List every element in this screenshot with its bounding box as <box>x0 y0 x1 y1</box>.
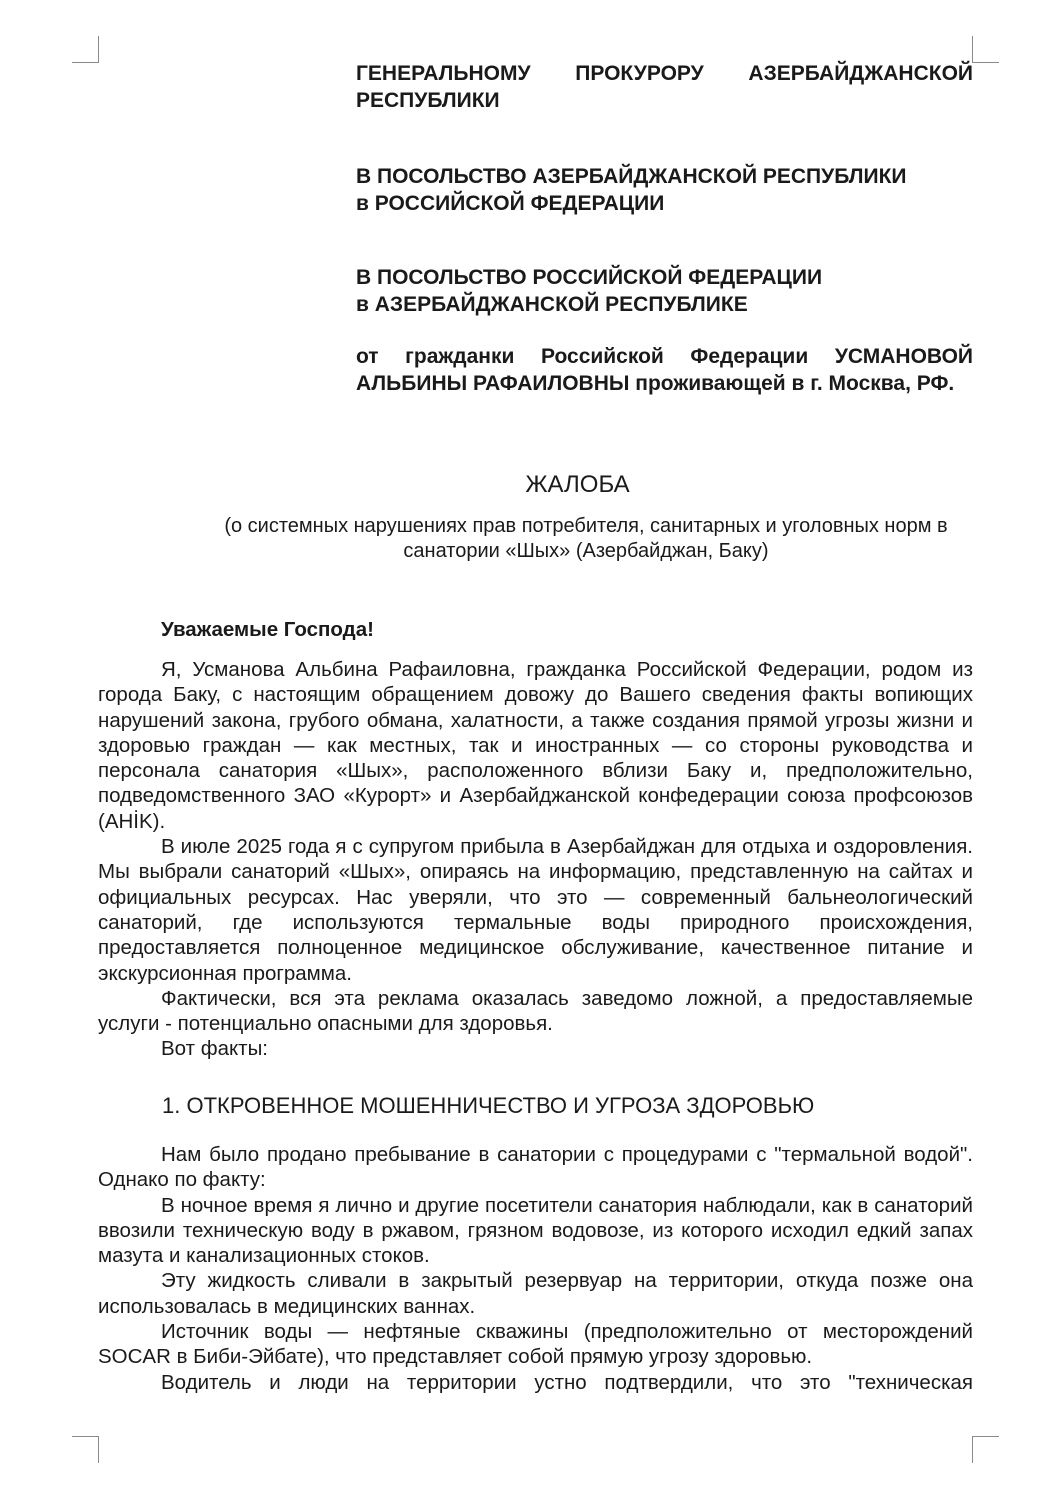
addressee-line: РЕСПУБЛИКИ <box>356 89 500 112</box>
paragraph: Эту жидкость сливали в закрытый резервуар на территории, откуда позже она использовалась в медицинских ваннах. <box>98 1269 973 1318</box>
document-subtitle <box>100 514 1048 564</box>
addressee-line: В ПОСОЛЬСТВО РОССИЙСКОЙ ФЕДЕРАЦИИ <box>356 266 823 289</box>
addressee-russian-embassy <box>356 264 973 318</box>
crop-mark-bottom-left <box>72 1436 99 1463</box>
addressee-prosecutor <box>356 60 973 114</box>
subtitle-line: санатории «Шых» (Азербайджан, Баку) <box>403 540 769 562</box>
addressee-azerbaijan-embassy <box>356 163 973 217</box>
section-heading: 1. ОТКРОВЕННОЕ МОШЕННИЧЕСТВО И УГРОЗА ЗДОРОВЬЮ <box>162 1093 815 1118</box>
paragraph: Нам было продано пребывание в санатории с процедурами с "термальной водой". Однако по факту: <box>98 1143 973 1192</box>
addressee-line: в РОССИЙСКОЙ ФЕДЕРАЦИИ <box>356 192 665 215</box>
paragraph: Источник воды — нефтяные скважины (предположительно от месторождений SOCAR в Биби-Эйбате), что представляет собой прямую угрозу здоровью. <box>98 1320 973 1369</box>
paragraph: В июле 2025 года я с супругом прибыла в Азербайджан для отдыха и оздоровления. Мы выбрали санаторий «Шых», опираясь на информацию, представленную на сайтах и официальных ресурсах. Нас уверяли, что это — современный бальнеологический санаторий, где используются термальные воды природного происхождения, предоставляется полноценное медицинское обслуживание, качественное питание и экскурсионная программа. <box>98 835 973 985</box>
crop-mark-top-left <box>72 36 99 63</box>
paragraph: Я, Усманова Альбина Рафаиловна, гражданка Российской Федерации, родом из города Баку, с настоящим обращением довожу до Вашего сведения факты вопиющих нарушений закона, грубого обмана, халатности, а также создания прямой угрозы жизни и здоровью граждан — как местных, так и иностранных — со стороны руководства и персонала санатория «Шых», расположенного вблизи Баку и, предположительно, подведомственного ЗАО «Курорт» и Азербайджанской конфедерации союза профсоюзов (AHİK). <box>98 658 973 833</box>
addressee-line: ГЕНЕРАЛЬНОМУ ПРОКУРОРУ АЗЕРБАЙДЖАНСКОЙ <box>356 62 973 85</box>
paragraph: В ночное время я лично и другие посетители санатория наблюдали, как в санаторий ввозили техническую воду в ржавом, грязном водовозе, из которого исходил едкий запах мазута и канализационных стоков. <box>98 1193 973 1268</box>
document-title: ЖАЛОБА <box>525 471 630 498</box>
addressee-line: в АЗЕРБАЙДЖАНСКОЙ РЕСПУБЛИКЕ <box>356 293 748 316</box>
paragraph: Вот факты: <box>161 1037 268 1061</box>
crop-mark-bottom-right <box>972 1436 999 1463</box>
addressee-line: В ПОСОЛЬСТВО АЗЕРБАЙДЖАНСКОЙ РЕСПУБЛИКИ <box>356 165 907 188</box>
sender-block <box>356 343 973 397</box>
sender-line: АЛЬБИНЫ РАФАИЛОВНЫ проживающей в г. Москва, РФ. <box>356 372 955 395</box>
paragraph: Водитель и люди на территории устно подтвердили, что это "техническая <box>161 1370 973 1394</box>
crop-mark-top-right <box>972 36 999 63</box>
subtitle-line: (о системных нарушениях прав потребителя, санитарных и уголовных норм в <box>224 515 948 537</box>
intro-body <box>98 657 973 1062</box>
section-body <box>98 1142 973 1395</box>
paragraph: Фактически, вся эта реклама оказалась заведомо ложной, а предоставляемые услуги - потенциально опасными для здоровья. <box>98 986 973 1036</box>
greeting: Уважаемые Господа! <box>161 618 374 641</box>
sender-line: от гражданки Российской Федерации УСМАНОВОЙ <box>356 345 973 368</box>
